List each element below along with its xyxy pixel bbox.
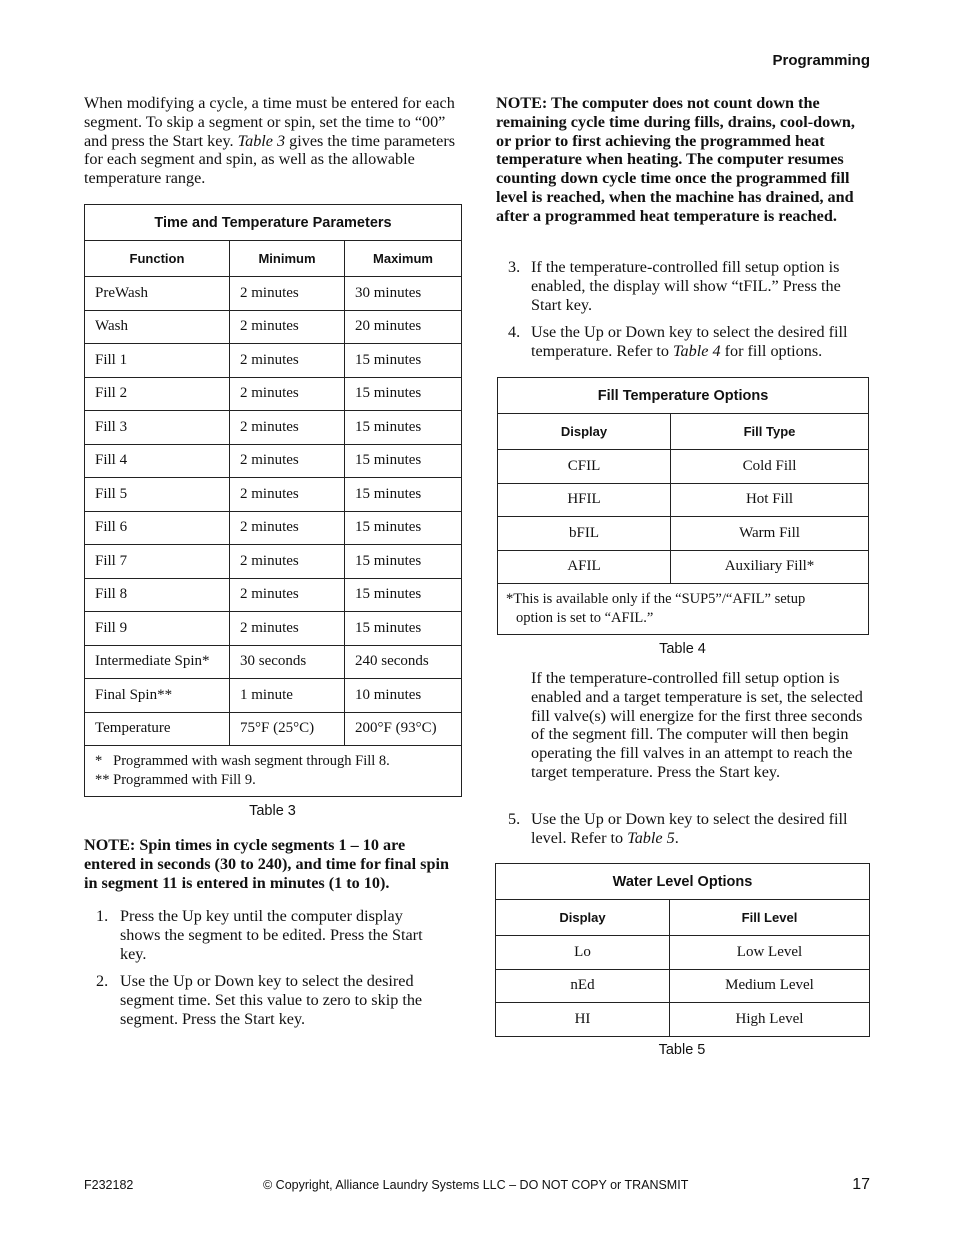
intro-table-ref: Table 3 [237,131,286,150]
table3-cell: 2 minutes [230,310,345,344]
table4-cell: Hot Fill [671,483,869,517]
table3-cell: Wash [85,310,230,344]
table4-row [498,450,869,484]
document-number: F232182 [84,1178,134,1192]
table3-footnote-2: ** Programmed with Fill 9. [95,772,256,788]
table4-cell: bFIL [498,517,671,551]
table4-row [498,517,869,551]
table5-header-row [496,900,870,936]
intro-paragraph [84,94,458,188]
table3-cell: 15 minutes [345,377,462,411]
table5-cell: Medium Level [670,969,870,1003]
step-1-number: 1. [96,907,109,925]
table3-row [85,444,462,478]
table3-row [85,578,462,612]
table3-cell: Fill 4 [85,444,230,478]
table3-cell: 30 minutes [345,277,462,311]
table3-cell: Fill 1 [85,344,230,378]
table5-row [496,936,870,970]
table3-cell: Fill 3 [85,411,230,445]
table3-row [85,478,462,512]
table4-footnote-line1: *This is available only if the “SUP5”/“AFIL” setup [506,591,806,607]
table3-cell: Fill 7 [85,545,230,579]
table3-col-minimum: Minimum [230,241,345,277]
table5-label: Table 5 [658,1042,706,1058]
table3-cell: PreWash [85,277,230,311]
step-1-text: Press the Up key until the computer display shows the segment to be edited. Press the Start key. [120,907,423,963]
spin-times-note: NOTE: Spin times in cycle segments 1 – 10 are entered in seconds (30 to 240), and time for final spin in segment 11 is entered in minutes (1 to 10). [84,836,449,892]
table3-cell: Final Spin** [85,679,230,713]
step-5 [508,810,868,850]
step-3-text: If the temperature-controlled fill setup option is enabled, the display will show “tFIL.” Press the Start key. [531,258,841,314]
table5-cell: nEd [496,969,670,1003]
table3-cell: 15 minutes [345,344,462,378]
table3-cell: 2 minutes [230,277,345,311]
step-2 [96,972,446,1032]
table5-title: Water Level Options [496,864,870,900]
step-5-text-pre: Use the Up or Down key to select the desired fill level. Refer to [531,810,848,847]
table4-cell: Warm Fill [671,517,869,551]
table5-row [496,1003,870,1037]
step-4-table-ref: Table 4 [673,341,721,360]
table4-title: Fill Temperature Options [498,378,869,414]
table3-cell: Temperature [85,712,230,746]
step-4-text-post: for fill options. [720,341,823,360]
table3-cell: 2 minutes [230,377,345,411]
table3-cell: 200°F (93°C) [345,712,462,746]
step-3 [508,258,868,318]
table5-cell: Low Level [670,936,870,970]
step-5-text-post: . [674,828,679,847]
table3-header-row [85,241,462,277]
table4-footnote-line2: option is set to “AFIL.” [516,610,654,626]
table3-row [85,712,462,746]
section-header: Programming [772,52,870,69]
countdown-note: NOTE: The computer does not count down the remaining cycle time during fills, drains, cool-down, or prior to first achieving the programmed heat temperature when heating. The computer resumes counting down cycle time once the programmed fill level is reached, when the machine has drained, and after a programmed heat temperature is reached. [496,94,855,225]
table3-cell: 10 minutes [345,679,462,713]
table3-row [85,377,462,411]
table4-header-row [498,414,869,450]
step-3-number: 3. [508,258,521,276]
table3-row [85,612,462,646]
step-4-text [531,323,866,361]
table3-cell: 75°F (25°C) [230,712,345,746]
table4-cell: CFIL [498,450,671,484]
target-temperature-paragraph: If the temperature-controlled fill setup option is enabled and a target temperature is set, the selected fill valve(s) will energize for the first three seconds of the segment fill. The computer will then begin operating the fill valves in an attempt to reach the target temperature. Press the Start key. [531,669,863,781]
table3-cell: 2 minutes [230,344,345,378]
table4-cell: HFIL [498,483,671,517]
table3-cell: Fill 2 [85,377,230,411]
table3-cell: Fill 5 [85,478,230,512]
table3-cell: 15 minutes [345,545,462,579]
table4-col-display: Display [498,414,671,450]
table4-cell: AFIL [498,550,671,584]
table3-cell: 15 minutes [345,444,462,478]
table3-row [85,411,462,445]
step-4 [508,323,868,363]
intro-text-pre: When modifying a cycle, a time must be entered for each segment. To skip a segment or spin, set the time to “00” and press the Start key. [84,94,455,150]
table3-row [85,679,462,713]
step-1 [96,907,446,967]
table3-row [85,545,462,579]
time-temperature-table [84,204,462,797]
table3-col-maximum: Maximum [345,241,462,277]
table4-cell: Cold Fill [671,450,869,484]
table3-footnotes [85,746,462,797]
table4-row [498,550,869,584]
table3-cell: 15 minutes [345,511,462,545]
table3-cell: 240 seconds [345,645,462,679]
table5-cell: HI [496,1003,670,1037]
table3-row [85,344,462,378]
table3-cell: 2 minutes [230,411,345,445]
table3-cell: 20 minutes [345,310,462,344]
table3-cell: Fill 8 [85,578,230,612]
table3-cell: 15 minutes [345,612,462,646]
table3-col-function: Function [85,241,230,277]
table3-cell: 15 minutes [345,411,462,445]
table3-cell: Fill 6 [85,511,230,545]
step-5-number: 5. [508,810,521,828]
table3-cell: Fill 9 [85,612,230,646]
table3-row [85,310,462,344]
table5-cell: High Level [670,1003,870,1037]
table4-col-fill-type: Fill Type [671,414,869,450]
copyright-notice: © Copyright, Alliance Laundry Systems LLC – DO NOT COPY or TRANSMIT [263,1178,689,1192]
table3-cell: Intermediate Spin* [85,645,230,679]
table3-cell: 2 minutes [230,444,345,478]
step-4-text-pre: Use the Up or Down key to select the desired fill temperature. Refer to [531,323,848,360]
step-2-number: 2. [96,972,109,990]
table3-cell: 2 minutes [230,511,345,545]
table3-title: Time and Temperature Parameters [85,205,462,241]
table3-label: Table 3 [249,803,296,819]
table3-cell: 2 minutes [230,578,345,612]
table4-footnote [498,584,869,635]
table5-col-display: Display [496,900,670,936]
table3-cell: 2 minutes [230,545,345,579]
table3-row [85,511,462,545]
table3-cell: 30 seconds [230,645,345,679]
fill-temperature-table [497,377,869,635]
table5-cell: Lo [496,936,670,970]
step-2-text: Use the Up or Down key to select the desired segment time. Set this value to zero to skip the segment. Press the Start key. [120,972,423,1028]
table5-col-fill-level: Fill Level [670,900,870,936]
table4-row [498,483,869,517]
table3-cell: 15 minutes [345,478,462,512]
step-4-number: 4. [508,323,521,341]
table3-cell: 2 minutes [230,478,345,512]
water-level-table [495,863,870,1037]
page-number: 17 [852,1176,870,1193]
intro-text-post: gives the time parameters for each segment and spin, as well as the allowable temperature range. [84,131,456,188]
table3-cell: 1 minute [230,679,345,713]
table5-row [496,969,870,1003]
table3-footnote-1: * Programmed with wash segment through Fill 8. [95,753,390,769]
table3-row [85,277,462,311]
step-5-text [531,810,866,848]
step-5-table-ref: Table 5 [627,828,675,847]
table3-row [85,645,462,679]
table4-label: Table 4 [659,641,706,657]
table3-cell: 2 minutes [230,612,345,646]
table4-cell: Auxiliary Fill* [671,550,869,584]
table3-cell: 15 minutes [345,578,462,612]
